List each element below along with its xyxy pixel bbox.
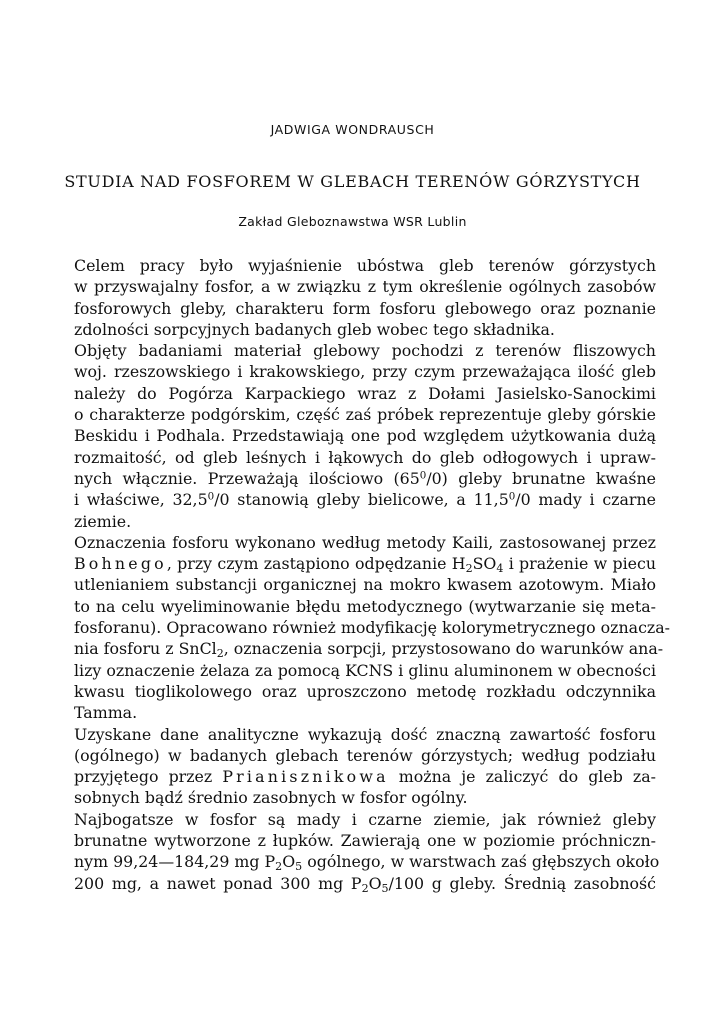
subscript: 5 (381, 881, 389, 895)
text-span: nia fosforu z SnCl (74, 639, 217, 659)
text-line: o charakterze podgórskim, część zaś próbek reprezentuje gleby górskie (74, 405, 656, 425)
text-span: /100 g gleby. Średnią zasobność (388, 873, 657, 893)
text-span: SO (472, 554, 497, 574)
text-line: ziemie. (74, 511, 132, 531)
text-line (52, 553, 656, 574)
spaced-name: Prianisznikowa (222, 767, 389, 787)
text-line (52, 766, 656, 787)
text-span: nym 99,24—184,29 mg P (74, 852, 276, 872)
text-span: 200 mg, a nawet ponad 300 mg P (74, 873, 362, 893)
text-span: ogólnego, w warstwach zaś głębszych około (302, 852, 660, 872)
text-span: i właściwe, 32,5 (74, 490, 208, 510)
text-line: fosforowych gleby, charakteru form fosforu glebowego oraz poznanie (74, 298, 656, 318)
text-line: utlenianiem substancji organicznej na mokro kwasem azotowym. Miało (74, 575, 656, 595)
text-line: kwasu tioglikolowego oraz uproszczono metodę rozkładu odczynnika (74, 681, 656, 701)
text-line: Oznaczenia fosforu wykonano według metody Kaili, zastosowanej przez (74, 532, 656, 552)
paragraph-2 (52, 340, 656, 532)
text-line: Objęty badaniami materiał glebowy pochodzi z terenów fliszowych (74, 341, 656, 361)
text-span: , oznaczenia sorpcji, przystosowano do warunków ana- (223, 639, 664, 659)
text-line: należy do Pogórza Karpackiego wraz z Dołami Jasielsko-Sanockimi (74, 383, 656, 403)
text-line: Najbogatsze w fosfor są mady i czarne ziemie, jak również gleby (74, 809, 656, 829)
subscript: 5 (295, 860, 303, 874)
text-line: Beskidu i Podhala. Przedstawiają one pod względem użytkowania dużą (74, 426, 656, 446)
superscript: 0 (207, 490, 215, 503)
text-line: woj. rzeszowskiego i krakowskiego, przy czym przeważająca ilość gleb (74, 362, 656, 382)
subscript: 2 (216, 647, 224, 661)
text-line: sobnych bądź średnio zasobnych w fosfor ogólny. (74, 788, 468, 808)
text-span: /0 stanowią gleby bielicowe, a 11,5 (214, 490, 509, 510)
text-line: w przyswajalny fosfor, a w związku z tym określenie ogólnych zasobów (74, 277, 656, 297)
paragraph-3 (52, 532, 671, 724)
subscript: 2 (275, 860, 283, 874)
text-line (52, 468, 656, 489)
text-span: nych włącznie. Przeważają ilościowo (65 (74, 468, 420, 488)
text-line: brunatne wytworzone z łupków. Zawierają one w poziomie próchniczn- (74, 831, 656, 851)
text-line: Celem pracy było wyjaśnienie ubóstwa gleb terenów górzystych (74, 256, 656, 275)
text-line (52, 851, 660, 874)
text-line: to na celu wyeliminowanie błędu metodycznego (wytwarzanie się meta- (74, 596, 656, 616)
text-span: przyjętego przez (74, 767, 223, 787)
paragraph-5 (52, 809, 660, 895)
text-line (52, 489, 656, 510)
affiliation: Zakład Gleboznawstwa WSR Lublin (238, 214, 467, 229)
text-line: fosforanu). Opracowano również modyfikację kolorymetrycznego oznacza- (74, 618, 671, 638)
text-line: rozmaitość, od gleb leśnych i łąkowych do gleb odłogowych i upraw- (74, 447, 656, 467)
text-line: zdolności sorpcyjnych badanych gleb wobec tego składnika. (74, 319, 555, 339)
superscript: 0 (419, 469, 427, 482)
text-span: można je zaliczyć do gleb za- (388, 767, 656, 787)
subscript: 2 (361, 881, 369, 895)
text-span: /0) gleby brunatne kwaśne (426, 468, 656, 488)
body-text (52, 255, 671, 895)
text-span: i prażenie w piecu (503, 554, 656, 574)
text-line: Uzyskane dane analityczne wykazują dość znaczną zawartość fosforu (74, 724, 656, 744)
superscript: 0 (508, 490, 516, 503)
text-line (52, 638, 664, 661)
text-line: lizy oznaczenie żelaza za pomocą KCNS i glinu aluminonem w obecności (74, 660, 656, 680)
text-span: O (368, 873, 382, 893)
paragraph-1 (52, 255, 656, 340)
text-span: , przy czym zastąpiono odpędzanie H (166, 554, 466, 574)
text-line (52, 873, 656, 894)
text-line: Tamma. (74, 703, 138, 723)
paper-title: STUDIA NAD FOSFOREM W GLEBACH TERENÓW GÓRZYSTYCH (64, 172, 641, 191)
paragraph-4 (52, 724, 656, 809)
subscript: 4 (496, 561, 504, 575)
text-line: (ogólnego) w badanych glebach terenów górzystych; według podziału (74, 745, 656, 765)
author-name: JADWIGA WONDRAUSCH (270, 122, 435, 137)
spaced-name: Bohnego (74, 554, 167, 574)
subscript: 2 (465, 561, 473, 575)
text-span: O (282, 852, 296, 872)
text-span: /0 mady i czarne (515, 490, 656, 510)
